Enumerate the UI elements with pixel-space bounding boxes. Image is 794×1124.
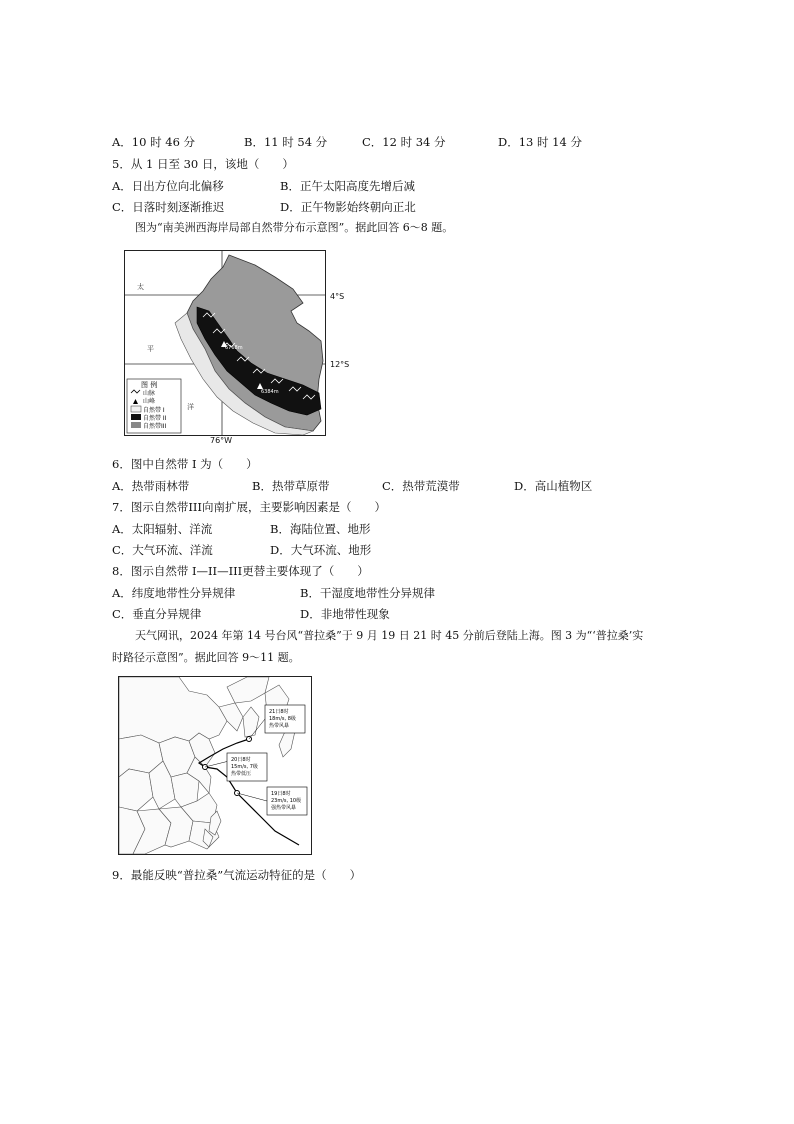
callout-20-wind: 15m/s, 7级 xyxy=(231,764,258,770)
q4-option-a[interactable]: A．10 时 46 分 xyxy=(112,135,196,149)
q4-option-b[interactable]: B．11 时 54 分 xyxy=(244,135,328,149)
intro-9-11-line-2: 时路径示意图”。据此回答 9～11 题。 xyxy=(112,651,300,664)
q7-option-d[interactable]: D．大气环流、地形 xyxy=(270,543,372,557)
q6-option-a[interactable]: A．热带雨林带 xyxy=(112,479,190,493)
lon-label-76w: 76°W xyxy=(210,436,233,445)
q6-option-b[interactable]: B．热带草原带 xyxy=(252,479,330,493)
callout-20-type: 热带低压 xyxy=(231,771,252,777)
q4-option-c[interactable]: C．12 时 34 分 xyxy=(362,135,446,149)
q6-option-c[interactable]: C．热带荒漠带 xyxy=(382,479,460,493)
q8-option-c[interactable]: C．垂直分异规律 xyxy=(112,607,202,621)
legend-zone-i-swatch xyxy=(131,406,141,412)
callout-21-type: 热带风暴 xyxy=(269,723,290,729)
q7-option-b[interactable]: B．海陆位置、地形 xyxy=(270,522,371,536)
q7-option-a[interactable]: A．太阳辐射、洋流 xyxy=(112,522,213,536)
legend-item-mountain: 山脉 xyxy=(143,390,156,397)
q7-option-c[interactable]: C．大气环流、洋流 xyxy=(112,543,213,557)
callout-19-wind: 23m/s, 10级 xyxy=(271,798,302,804)
callout-21-wind: 18m/s, 8级 xyxy=(269,716,296,722)
q7-stem: 7．图示自然带III向南扩展，主要影响因素是（ ） xyxy=(112,500,386,514)
peak-2-label: 6384m xyxy=(261,389,279,395)
q6-stem: 6．图中自然带 I 为（ ） xyxy=(112,457,258,471)
q8-stem: 8．图示自然带 I—II—III更替主要体现了（ ） xyxy=(112,564,369,578)
legend-zone-iii-swatch xyxy=(131,422,141,428)
legend-zone-ii-swatch xyxy=(131,414,141,420)
q5-stem: 5．从 1 日至 30 日，该地（ ） xyxy=(112,157,294,171)
natural-zone-map xyxy=(124,250,326,436)
lat-label-4s: 4°S xyxy=(330,292,345,301)
intro-6-8: 图为“南美洲西海岸局部自然带分布示意图”。据此回答 6～8 题。 xyxy=(135,221,454,234)
q5-option-a[interactable]: A．日出方位向北偏移 xyxy=(112,179,224,193)
callout-21-time: 21日8时 xyxy=(269,709,289,715)
q5-option-b[interactable]: B．正午太阳高度先增后减 xyxy=(280,179,415,193)
ocean-label-3: 洋 xyxy=(187,403,194,411)
intro-9-11-line-1: 天气网讯，2024 年第 14 号台风“普拉桑”于 9 月 19 日 21 时 45 分前后登陆上海。图 3 为“‘普拉桑’实 xyxy=(135,629,644,642)
legend-item-zone-i: 自然带 I xyxy=(143,407,165,414)
legend-item-peak: 山峰 xyxy=(143,398,156,405)
q5-option-d[interactable]: D．正午物影始终朝向正北 xyxy=(280,200,416,214)
q8-option-b[interactable]: B．干湿度地带性分异规律 xyxy=(300,586,435,600)
callout-19-time: 19日8时 xyxy=(271,791,291,797)
legend-item-zone-ii: 自然带 II xyxy=(143,415,167,422)
q5-option-c[interactable]: C．日落时刻逐渐推迟 xyxy=(112,200,225,214)
legend-title: 图 例 xyxy=(141,381,158,389)
natural-zone-map-svg xyxy=(125,251,325,435)
q4-option-d[interactable]: D．13 时 14 分 xyxy=(498,135,582,149)
lat-label-12s: 12°S xyxy=(330,360,350,369)
q9-stem: 9．最能反映“普拉桑”气流运动特征的是（ ） xyxy=(112,868,362,882)
legend-item-zone-iii: 自然带III xyxy=(143,423,167,430)
ocean-label-2: 平 xyxy=(147,345,154,353)
callout-19-type: 强热带风暴 xyxy=(271,805,297,811)
peak-1-label: 6768m xyxy=(225,345,243,351)
q6-option-d[interactable]: D．高山植物区 xyxy=(514,479,593,493)
typhoon-track-map-svg xyxy=(119,677,311,854)
typhoon-track-map xyxy=(118,676,312,855)
callout-20-time: 20日8时 xyxy=(231,757,251,763)
q8-option-d[interactable]: D．非地带性现象 xyxy=(300,607,390,621)
q8-option-a[interactable]: A．纬度地带性分异规律 xyxy=(112,586,236,600)
ocean-label-1: 太 xyxy=(137,283,144,291)
